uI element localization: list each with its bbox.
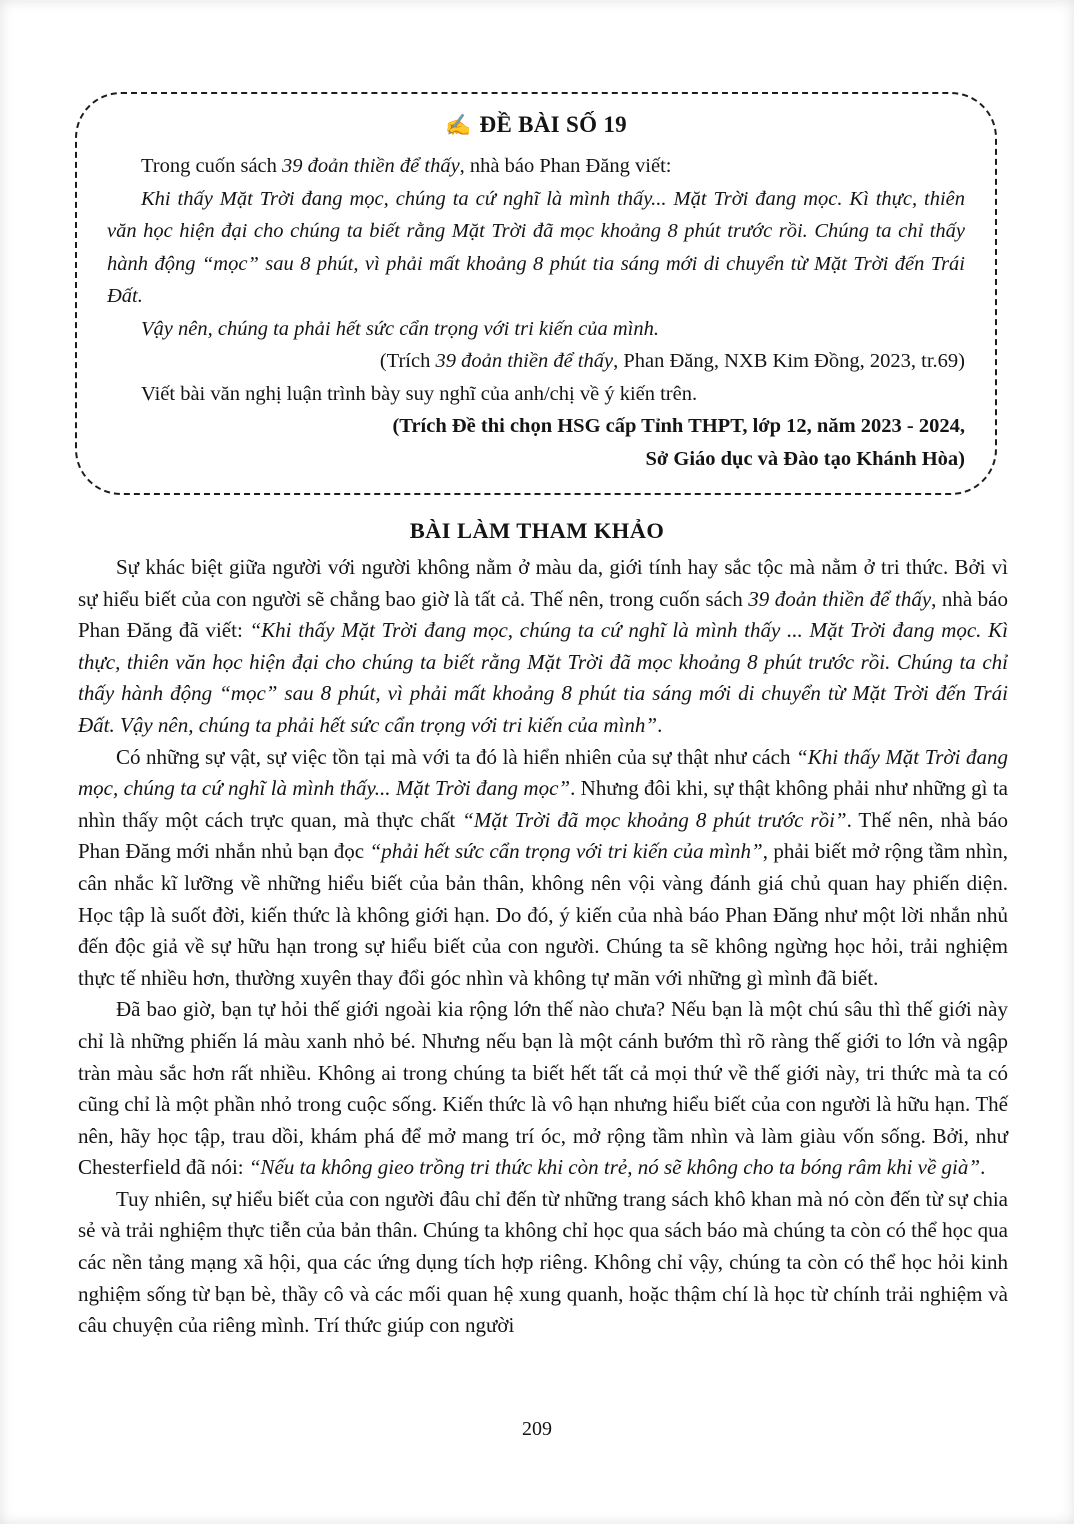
essay-heading: BÀI LÀM THAM KHẢO bbox=[409, 518, 665, 543]
prompt-task: Viết bài văn nghị luận trình bày suy nghĩ của anh/chị về ý kiến trên. bbox=[141, 382, 698, 405]
prompt-credit-line1: (Trích Đề thi chọn HSG cấp Tỉnh THPT, lớp 12, năm 2023 - 2024, bbox=[392, 415, 965, 437]
prompt-title bbox=[107, 108, 965, 142]
prompt-quote-conclusion: Vậy nên, chúng ta phải hết sức cẩn trọng với tri kiến của mình. bbox=[141, 317, 660, 340]
page-number: 209 bbox=[522, 1418, 552, 1440]
prompt-title-text: ĐỀ BÀI SỐ 19 bbox=[479, 112, 627, 137]
essay-paragraph-2: Có những sự vật, sự việc tồn tại mà với ta đó là hiển nhiên của sự thật như cách “Khi thấy Mặt Trời đang mọc, chúng ta cứ nghĩ là mình thấy... Mặt Trời đang mọc”. Nhưng đôi khi, sự thật không phải như những gì ta nhìn thấy một cách trực quan, mà thực chất “Mặt Trời đã mọc khoảng 8 phút trước rồi”. Thế nên, nhà báo Phan Đăng mới nhắn nhủ bạn đọc “phải hết sức cẩn trọng với tri kiến của mình”, phải biết mở rộng tầm nhìn, cân nhắc kĩ lưỡng về những hiểu biết của bản thân, không nên vội vàng đánh giá chủ quan hay phiến diện. Học tập là suốt đời, kiến thức là không giới hạn. Do đó, ý kiến của nhà báo Phan Đăng như một lời nhắn nhủ đến độc giả về sự hữu hạn trong sự hiểu biết của con người. Chúng ta sẽ không ngừng học hỏi, trải nghiệm thực tế nhiều hơn, thường xuyên thay đổi góc nhìn và không tự mãn với những gì mình đã biết. bbox=[78, 744, 1009, 990]
exam-prompt-box bbox=[75, 92, 997, 495]
essay-paragraph-4: Tuy nhiên, sự hiểu biết của con người đâu chỉ đến từ những trang sách khô khan mà nó còn đến từ sự chia sẻ và trải nghiệm thực tiễn của bản thân. Chúng ta không chỉ học qua sách báo mà chúng ta còn có thể học qua các nền tảng mạng xã hội, qua các ứng dụng tích hợp riêng. Không chỉ vậy, chúng ta còn có thể học hỏi kinh nghiệm sống từ bạn bè, thầy cô và các mối quan hệ xung quanh, hoặc thậm chí là học từ chính trải nghiệm và câu chuyện của riêng mình. Trí thức giúp con người bbox=[78, 1186, 1008, 1338]
prompt-credit-line2: Sở Giáo dục và Đào tạo Khánh Hòa) bbox=[645, 447, 965, 470]
essay-paragraph-3: Đã bao giờ, bạn tự hỏi thế giới ngoài kia rộng lớn thế nào chưa? Nếu bạn là một chú sâu thì thế giới này chỉ là những phiến lá màu xanh nhỏ bé. Nhưng nếu bạn là một cánh bướm thì rõ ràng thế giới to lớn và ngập tràn màu sắc hơn rất nhiều. Không ai trong chúng ta biết hết tất cả mọi thứ về thế giới này, tri thức mà ta có cũng chỉ là một phần nhỏ trong cuộc sống. Kiến thức là vô hạn nhưng hiểu biết của con người là hữu hạn. Thế nên, hãy học tập, trau dồi, khám phá để mở mang trí óc, mở rộng tầm nhìn và làm giàu vốn sống. Bởi, như Chesterfield đã nói: “Nếu ta không gieo trồng tri thức khi còn trẻ, nó sẽ không cho ta bóng râm khi về già”. bbox=[78, 997, 1008, 1180]
prompt-quote: Khi thấy Mặt Trời đang mọc, chúng ta cứ nghĩ là mình thấy... Mặt Trời đang mọc. Kì thực, thiên văn học hiện đại cho chúng ta biết rằng Mặt Trời đã mọc khoảng 8 phút trước rồi. Chúng ta chỉ thấy hành động “mọc” sau 8 phút, vì phải mất khoảng 8 phút tia sáng mới di chuyển từ Mặt Trời đến Trái Đất. bbox=[107, 187, 965, 307]
prompt-intro: Trong cuốn sách 39 đoản thiền để thấy, nhà báo Phan Đăng viết: bbox=[141, 155, 672, 177]
essay-body bbox=[78, 552, 1008, 1342]
prompt-source: (Trích 39 đoản thiền để thấy, Phan Đăng, NXB Kim Đồng, 2023, tr.69) bbox=[379, 350, 965, 372]
essay-paragraph-1: Sự khác biệt giữa người với người không nằm ở màu da, giới tính hay sắc tộc mà nằm ở tri thức. Bởi vì sự hiểu biết của con người sẽ chẳng bao giờ là tất cả. Thế nên, trong cuốn sách 39 đoản thiền để thấy, nhà báo Phan Đăng đã viết: “Khi thấy Mặt Trời đang mọc, chúng ta cứ nghĩ là mình thấy ... Mặt Trời đang mọc. Kì thực, thiên văn học hiện đại cho chúng ta biết rằng Mặt Trời đã mọc khoảng 8 phút trước rồi. Chúng ta chỉ thấy hành động “mọc” sau 8 phút, vì phải mất khoảng 8 phút tia sáng mới di chuyển từ Mặt Trời đến Trái Đất. Vậy nên, chúng ta phải hết sức cẩn trọng với tri kiến của mình”. bbox=[78, 555, 1008, 737]
writing-hand-icon: ✍ bbox=[445, 113, 472, 137]
